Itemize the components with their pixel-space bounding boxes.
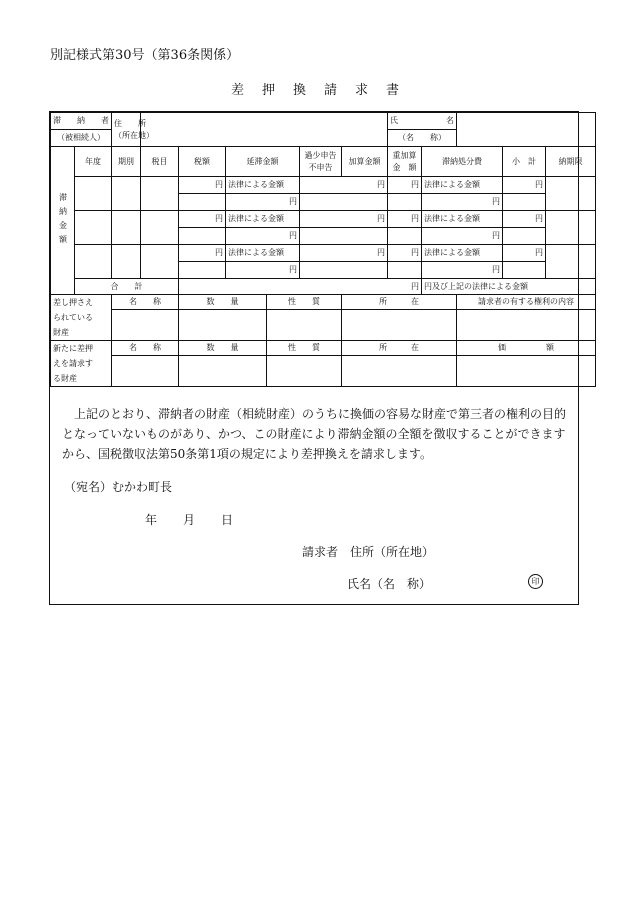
disposal-legal: 法律による金額	[422, 177, 503, 194]
claimant-address-label: 請求者 住所（所在地）	[302, 545, 435, 559]
addition-yen: 円	[300, 211, 388, 228]
form-title: 差押換請求書	[230, 83, 417, 98]
delay-yen: 円	[226, 228, 300, 245]
tax-yen: 円	[179, 177, 226, 194]
tax-yen: 円	[179, 245, 226, 262]
disposal-legal: 法律による金額	[422, 211, 503, 228]
subtotal-yen: 円	[503, 245, 546, 262]
addition-yen: 円	[300, 245, 388, 262]
seized-col-location: 所 在	[342, 295, 457, 310]
arrears-row	[51, 245, 596, 262]
request-statement: 上記のとおり、滞納者の財産（相続財産）のうちに換価の容易な財産で第三者の権利の目的となっていないものがあり、かつ、この財産により滞納金額の全額を徴収することができますから、国税徴収法第50条第1項の規定により差押換えを請求します。	[62, 407, 567, 461]
year-field[interactable]	[75, 177, 112, 211]
due-field[interactable]	[546, 211, 596, 245]
total-label: 合 計	[75, 279, 179, 295]
delay-legal: 法律による金額	[226, 245, 300, 262]
taxpayer-name-label: 氏 名	[388, 113, 457, 130]
new-col-location: 所 在	[342, 341, 457, 356]
subtotal-yen: 円	[503, 211, 546, 228]
disposal-yen: 円	[422, 262, 503, 279]
header-period: 期別	[112, 147, 141, 177]
seal-mark-icon: 印	[528, 574, 543, 589]
due-field[interactable]	[546, 177, 596, 211]
new-col-nature: 性 質	[267, 341, 342, 356]
delay-yen: 円	[226, 194, 300, 211]
deceased-label: （被相続人）	[51, 130, 112, 147]
date-line: 年月日	[145, 513, 260, 527]
item-field[interactable]	[141, 245, 179, 279]
new-property-label: 新たに差押 えを請求す る財産	[51, 341, 112, 387]
header-subtotal: 小 計	[503, 147, 546, 177]
header-disposal: 滞納処分費	[422, 147, 503, 177]
total-text: 円及び上記の法律による金額	[422, 279, 596, 295]
delay-legal: 法律による金額	[226, 211, 300, 228]
new-nature-field[interactable]	[267, 356, 342, 387]
period-field[interactable]	[112, 177, 141, 211]
seized-col-right: 請求者の有する権利の内容	[457, 295, 596, 310]
item-field[interactable]	[141, 177, 179, 211]
new-col-name: 名 称	[112, 341, 179, 356]
delay-yen: 円	[226, 262, 300, 279]
seized-col-name: 名 称	[112, 295, 179, 310]
header-underreport: 過少申告 不申告	[300, 147, 342, 177]
heavy-yen: 円	[388, 177, 422, 194]
header-due: 納期限	[546, 147, 596, 177]
taxpayer-name-field[interactable]	[457, 113, 596, 147]
seized-col-qty: 数 量	[179, 295, 267, 310]
heavy-yen: 円	[388, 211, 422, 228]
tax-yen: 円	[179, 211, 226, 228]
seized-right-field[interactable]	[457, 310, 596, 341]
disposal-yen: 円	[422, 228, 503, 245]
disposal-yen: 円	[422, 194, 503, 211]
subtotal-yen: 円	[503, 177, 546, 194]
seized-location-field[interactable]	[342, 310, 457, 341]
new-name-field[interactable]	[112, 356, 179, 387]
delay-legal: 法律による金額	[226, 177, 300, 194]
addition-yen: 円	[300, 177, 388, 194]
year-field[interactable]	[75, 211, 112, 245]
new-location-field[interactable]	[342, 356, 457, 387]
seized-qty-field[interactable]	[179, 310, 267, 341]
new-col-price: 価 額	[457, 341, 596, 356]
header-tax: 税額	[179, 147, 226, 177]
addressee: （宛名）むかわ町長	[64, 480, 173, 494]
heavy-yen: 円	[388, 245, 422, 262]
header-heavy: 重加算 金 額	[388, 147, 422, 177]
arrears-side-label: 滞納金額	[51, 147, 75, 295]
total-field[interactable]: 円	[179, 279, 422, 295]
header-item: 税目	[141, 147, 179, 177]
taxpayer-address-field[interactable]	[141, 113, 388, 147]
period-field[interactable]	[112, 245, 141, 279]
taxpayer-label: 滞 納 者	[51, 113, 112, 130]
form-table	[50, 112, 596, 387]
arrears-row	[51, 177, 596, 194]
seized-property-label: 差し押さえ られている 財産	[51, 295, 112, 341]
due-field[interactable]	[546, 245, 596, 279]
period-field[interactable]	[112, 211, 141, 245]
header-addition: 加算金額	[342, 147, 388, 177]
year-field[interactable]	[75, 245, 112, 279]
header-year: 年度	[75, 147, 112, 177]
arrears-row	[51, 211, 596, 228]
disposal-legal: 法律による金額	[422, 245, 503, 262]
taxpayer-entity-label: （名 称）	[388, 130, 457, 147]
taxpayer-address-label: 住 所 （所在地）	[112, 113, 141, 147]
form-number: 別記様式第30号（第36条関係）	[50, 48, 240, 63]
seized-name-field[interactable]	[112, 310, 179, 341]
header-delay: 延滞金額	[226, 147, 300, 177]
new-price-field[interactable]	[457, 356, 596, 387]
claimant-name-label: 氏名（名 称）	[347, 577, 432, 591]
new-qty-field[interactable]	[179, 356, 267, 387]
form-frame	[49, 111, 583, 605]
seized-col-nature: 性 質	[267, 295, 342, 310]
new-col-qty: 数 量	[179, 341, 267, 356]
item-field[interactable]	[141, 211, 179, 245]
seized-nature-field[interactable]	[267, 310, 342, 341]
